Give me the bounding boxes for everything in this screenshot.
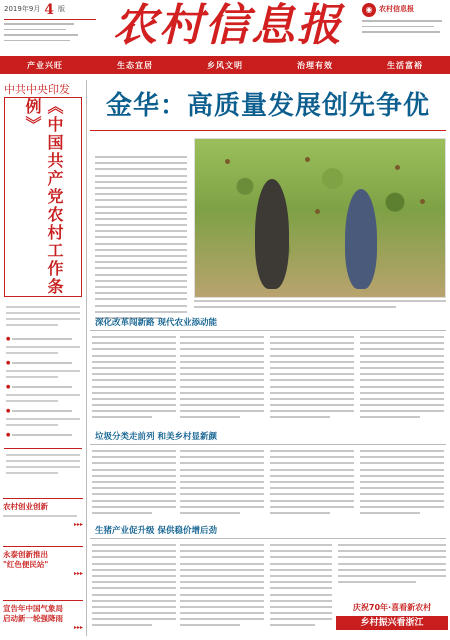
banner-column-name: 乡村振兴看浙江 (336, 616, 448, 630)
masthead-right-meta-lines (362, 20, 448, 33)
nav-item-governance[interactable]: 治理有效 (297, 60, 333, 70)
lead-article-text (95, 156, 187, 323)
masthead-right-info (362, 3, 448, 33)
section-1-text-col-2 (180, 336, 264, 423)
nav-item-civility[interactable]: 乡风文明 (207, 60, 243, 70)
section-3-text-col-3 (270, 544, 332, 631)
nav-item-prosperity[interactable]: 生活富裕 (387, 60, 423, 70)
left-bullet-3-text (6, 394, 80, 406)
page-unit: 版 (58, 5, 66, 14)
subhead-pig-industry: 生猪产业促升级 保供稳价增后劲 (95, 526, 217, 536)
section-3-text-col-1 (92, 544, 176, 631)
section-1-rule (90, 330, 446, 331)
banner-slogan: 庆祝70年·喜看新农村 (352, 603, 432, 612)
section-3-text-col-4 (338, 544, 446, 587)
main-headline: 金华：高质量发展创先争优 (105, 91, 430, 121)
promo-title-3: 宣告年中国气象局 启动新一轮强降雨 (3, 604, 63, 623)
nav-item-industry[interactable]: 产业兴旺 (27, 60, 63, 70)
section-1-text-col-4 (360, 336, 444, 423)
headline-rule (90, 130, 446, 131)
newspaper-logo-name: 农村信息报 (379, 5, 414, 14)
newspaper-logo-icon: ◉ (362, 3, 376, 17)
section-1-text-col-3 (270, 336, 354, 423)
promo-box-3[interactable] (3, 600, 83, 631)
regulation-title-box (4, 97, 82, 297)
left-intro-text (6, 306, 80, 330)
left-bullet-1-text (6, 346, 80, 358)
newspaper-title: 农村信息报 (113, 0, 343, 51)
subhead-reform: 深化改革闯新路 现代农业添动能 (95, 318, 217, 328)
issue-date: 2019年9月 (4, 5, 41, 14)
photo-person-left (255, 179, 289, 289)
promo-text-1 (3, 515, 77, 517)
nav-item-ecology[interactable]: 生态宜居 (117, 60, 153, 70)
promo-arrow-icon-2: ▸▸▸ (73, 570, 83, 577)
promo-box-2[interactable] (3, 546, 83, 577)
kiwi-orchard-photo (194, 138, 446, 298)
promo-title-1: 农村创业创新 (3, 502, 48, 511)
promo-arrow-icon-1: ▸▸▸ (73, 521, 83, 528)
anniversary-banner (336, 602, 448, 636)
left-bullet-5 (6, 432, 80, 438)
left-bullet-2 (6, 360, 80, 366)
section-2-text-col-3 (270, 450, 354, 518)
promo-title-2: 永泰创新推出 "红色便民站" (3, 550, 49, 569)
issuer-label: 中共中央印发 (4, 83, 70, 96)
section-nav-bar (0, 56, 450, 74)
left-bullet-4-text (6, 418, 80, 430)
masthead-left-rule (4, 19, 96, 21)
left-closing-text (6, 454, 80, 478)
section-3-rule (90, 538, 446, 539)
promo-box-1[interactable] (3, 498, 83, 528)
left-column-header (4, 80, 82, 96)
section-1-text-col-1 (92, 336, 176, 423)
masthead-left-info (4, 3, 96, 41)
regulation-title: 《中国共产党农村工作条例》 (23, 98, 64, 296)
section-3-text-col-2 (180, 544, 264, 631)
section-2-rule (90, 444, 446, 445)
left-bullet-1 (6, 336, 80, 342)
section-2-text-col-1 (92, 450, 176, 518)
photo-person-right (345, 189, 377, 289)
section-2-text-col-4 (360, 450, 444, 518)
left-bullet-2-text (6, 370, 80, 382)
photo-caption (194, 300, 446, 308)
page-number: 4 (44, 2, 55, 18)
left-bullet-4 (6, 408, 80, 414)
left-bullet-3 (6, 384, 80, 390)
subhead-waste-sorting: 垃圾分类走前列 和美乡村显新颜 (95, 432, 217, 442)
section-2-text-col-2 (180, 450, 264, 518)
left-divider (4, 448, 82, 449)
column-separator (86, 80, 87, 636)
masthead-left-meta-lines (4, 23, 96, 41)
promo-arrow-icon-3: ▸▸▸ (73, 624, 83, 631)
